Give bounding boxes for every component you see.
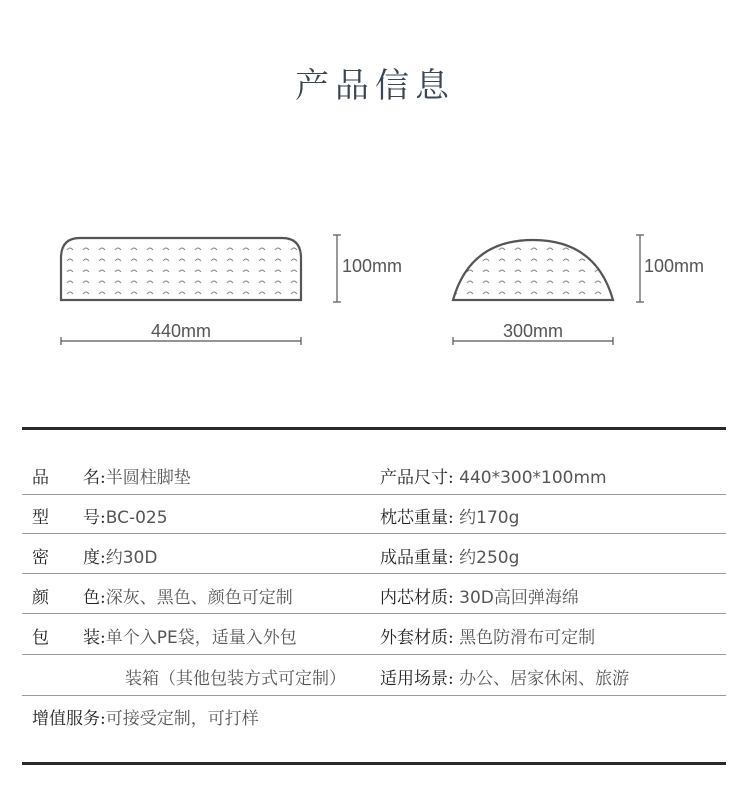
spec-label: 外套材质: [380,628,454,648]
table-row [380,463,607,488]
spec-label: 颜 色: [32,588,106,608]
table-row [32,463,191,488]
spec-label: 型 号: [32,508,106,528]
right-height-label: 100mm [644,256,705,276]
spec-value: 约250g [459,548,520,568]
table-row [380,503,519,528]
product-dimension-diagram [0,200,750,370]
table-row [32,503,168,528]
table-row [32,583,293,608]
table-row [380,664,629,689]
row-divider [22,613,726,614]
table-top-rule [22,427,726,430]
spec-label: 增值服务: [32,709,106,729]
spec-value: 可接受定制，可打样 [105,709,259,729]
right-length-label: 300mm [502,321,564,341]
spec-label: 适用场景: [380,669,454,689]
spec-value: 半圆柱脚垫 [105,468,191,488]
side-profile-shape [61,238,301,300]
spec-value: 约170g [459,508,520,528]
spec-value: 440*300*100mm [459,468,607,488]
row-divider [22,494,726,495]
page-title: 产品信息 [295,66,455,106]
table-row [32,704,259,729]
spec-value: 装箱（其他包装方式可定制） [125,669,346,689]
spec-value: 约30D [105,548,158,568]
table-row [380,583,579,608]
row-divider [22,573,726,574]
spec-label: 枕芯重量: [380,508,454,528]
spec-value: 深灰、黑色、颜色可定制 [105,588,293,608]
spec-value: 黑色防滑布可定制 [459,628,596,648]
spec-label: 成品重量: [380,548,454,568]
table-row [380,543,519,568]
spec-label: 包 装: [32,628,106,648]
spec-label: 品 名: [32,468,106,488]
spec-label: 密 度: [32,548,106,568]
left-height-label: 100mm [342,256,403,276]
spec-label: 产品尺寸: [380,468,454,488]
table-row [125,664,346,689]
left-length-label: 440mm [150,321,212,341]
table-bottom-rule [22,762,726,765]
spec-value: BC-025 [105,508,168,528]
end-profile-shape [453,240,613,300]
table-row [32,623,297,648]
spec-label: 内芯材质: [380,588,454,608]
row-divider [22,695,726,696]
spec-value: 30D高回弹海绵 [459,588,579,608]
row-divider [22,533,726,534]
spec-value: 单个入PE袋，适量入外包 [105,628,297,648]
table-row [380,623,595,648]
row-divider [22,654,726,655]
table-row [32,543,157,568]
spec-value: 办公、居家休闲、旅游 [459,669,630,689]
